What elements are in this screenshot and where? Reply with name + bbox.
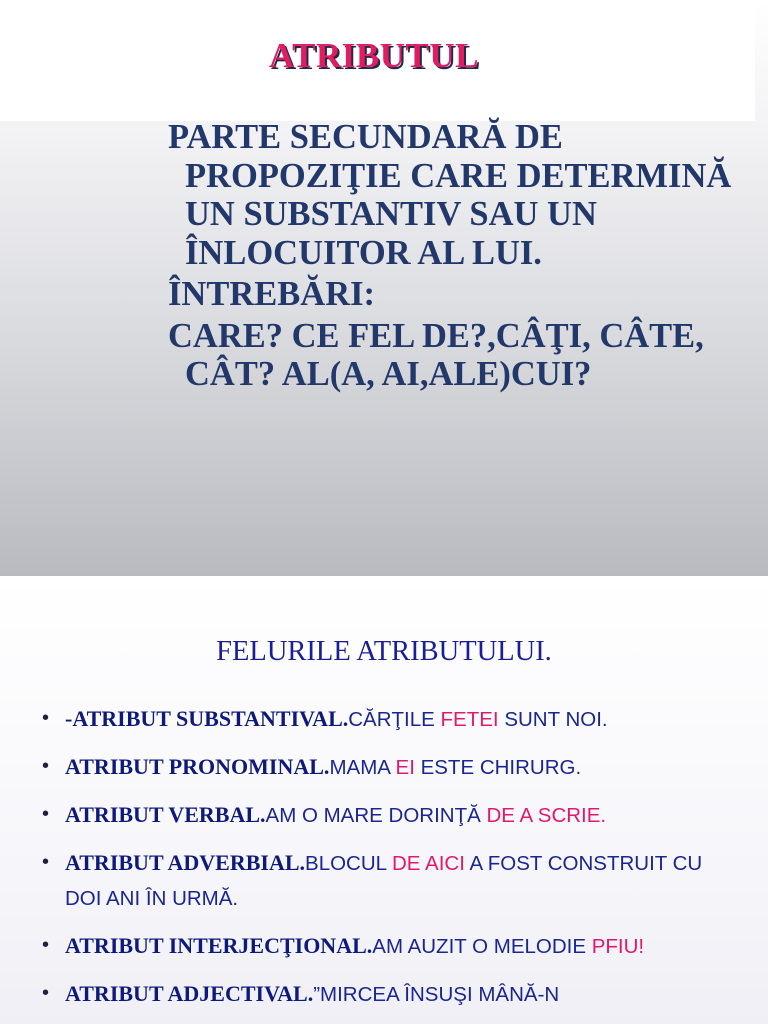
item-example: AM O MARE DORINŢĂ (265, 804, 487, 827)
item-label: ATRIBUT PRONOMINAL. (65, 754, 330, 779)
bullet-icon: • (42, 755, 50, 777)
list-item (40, 750, 740, 785)
questions-heading: ÎNTREBĂRI: (168, 275, 376, 313)
questions-text: CARE? CE FEL DE?,CÂŢI, CÂTE, CÂT? AL(A, AI,ALE)CUI? (168, 316, 704, 393)
bullet-icon: • (42, 707, 50, 729)
item-example-end: SUNT NOI. (498, 708, 608, 731)
item-example-end: ESTE CHIRURG. (414, 756, 582, 779)
item-highlight: DE AICI (392, 852, 465, 875)
bullet-icon: • (42, 851, 50, 873)
types-list (40, 702, 740, 1024)
item-example: AM AUZIT O MELODIE (372, 935, 592, 958)
item-highlight: EI (395, 756, 415, 779)
item-example: ”MIRCEA ÎNSUŞI MÂNĂ-N (313, 983, 560, 1006)
bullet-icon: • (42, 803, 50, 825)
item-label: ATRIBUT INTERJECŢIONAL. (65, 933, 373, 958)
slide-2-title: FELURILE ATRIBUTULUI. (216, 636, 552, 667)
item-label: -ATRIBUT SUBSTANTIVAL. (65, 706, 349, 731)
item-label: ATRIBUT VERBAL. (65, 802, 266, 827)
bullet-icon: • (42, 934, 50, 956)
item-example: MAMA (329, 756, 396, 779)
item-label: ATRIBUT ADVERBIAL. (65, 850, 306, 875)
slide-1-body (168, 118, 763, 397)
list-item (40, 977, 740, 1012)
slide-2 (0, 576, 768, 1024)
item-highlight: FETEI (440, 708, 499, 731)
item-highlight: DE A SCRIE. (486, 804, 607, 827)
list-item (40, 702, 740, 737)
item-highlight: PFIU! (591, 935, 645, 958)
item-example: BLOCUL (305, 852, 392, 875)
item-label: ATRIBUT ADJECTIVAL. (65, 981, 314, 1006)
item-example: CĂRŢILE (348, 708, 441, 731)
title-box (0, 0, 755, 121)
item-example-end: A FOST CONSTRUIT CU DOI ANI ÎN URMĂ. (65, 852, 703, 910)
slide-1-title: ATRIBUTUL (268, 36, 479, 75)
list-item (40, 929, 740, 964)
bullet-icon: • (42, 982, 50, 1004)
list-item (40, 846, 740, 916)
definition-text: PARTE SECUNDARĂ DE PROPOZIŢIE CARE DETERMINĂ UN SUBSTANTIV SAU UN ÎNLOCUITOR AL LUI. (168, 118, 732, 272)
list-item (40, 798, 740, 833)
